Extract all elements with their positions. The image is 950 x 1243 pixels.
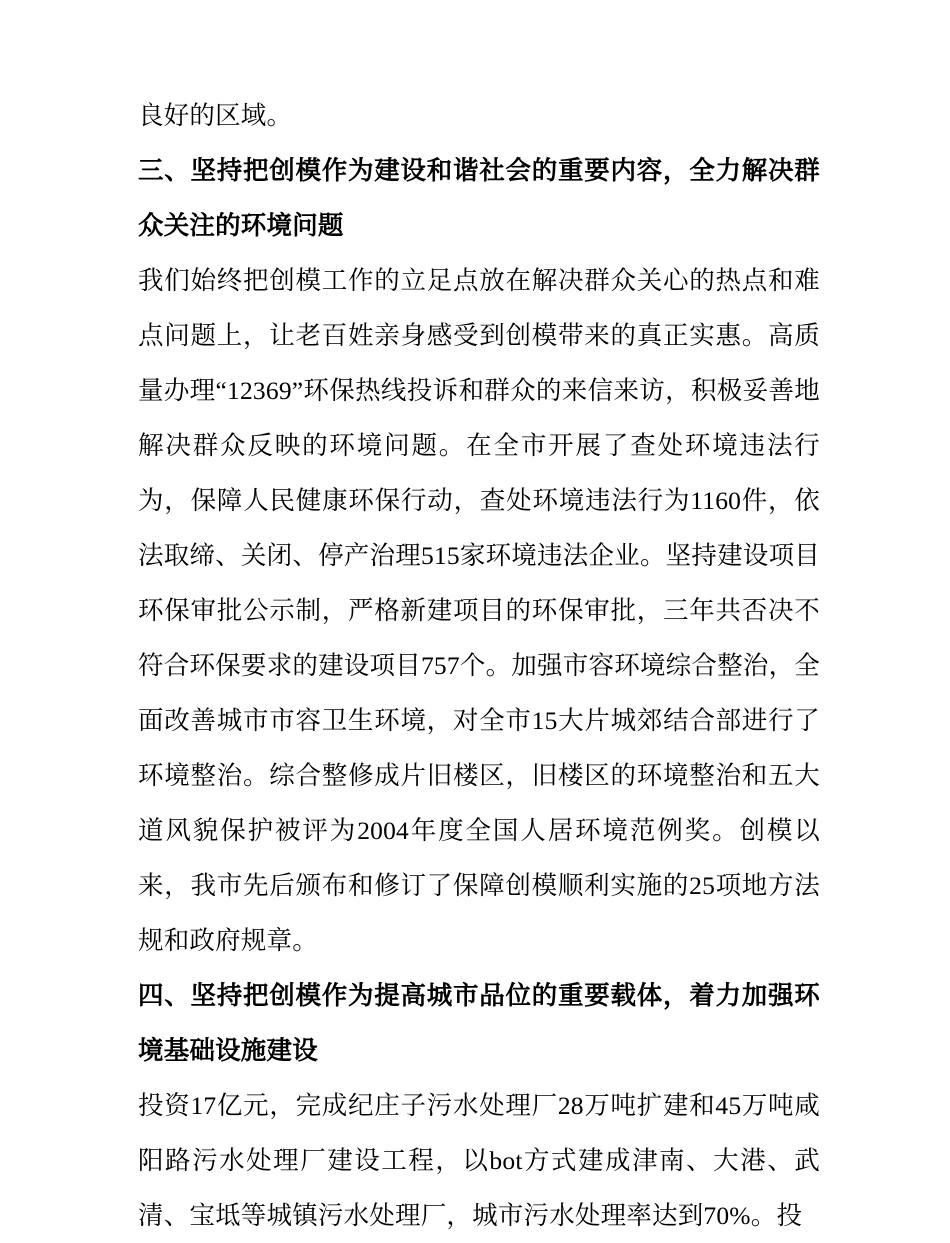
paragraph-section-four-body: 投资17亿元，完成纪庄子污水处理厂28万吨扩建和45万吨咸阳路污水处理厂建设工程，以bot方式建成津南、大港、武清、宝坻等城镇污水处理厂，城市污水处理率达到70%。投 <box>138 1091 820 1230</box>
paragraph-section-three-body: 我们始终把创模工作的立足点放在解决群众关心的热点和难点问题上，让老百姓亲身感受到创模带来的真正实惠。高质量办理“12369”环保热线投诉和群众的来信来访，积极妥善地解决群众反映的环境问题。在全市开展了查处环境违法行为，保障人民健康环保行动，查处环境违法行为1160件，依法取缔、关闭、停产治理515家环境违法企业。坚持建设项目环保审批公示制，严格新建项目的环保审批，三年共否决不符合环保要求的建设项目757个。加强市容环境综合整治，全面改善城市市容卫生环境，对全市15大片城郊结合部进行了环境整治。综合整修成片旧楼区，旧楼区的环境整治和五大道风貌保护被评为2004年度全国人居环境范例奖。创模以来，我市先后颁布和修订了保障创模顺利实施的25项地方法规和政府规章。 <box>138 266 820 955</box>
document-text-body <box>138 88 820 1243</box>
heading-section-three: 三、坚持把创模作为建设和谐社会的重要内容，全力解决群众关注的环境问题 <box>138 156 820 240</box>
paragraph-continued-region: 良好的区域。 <box>138 101 293 130</box>
heading-section-four: 四、坚持把创模作为提高城市品位的重要载体，着力加强环境基础设施建设 <box>138 981 820 1065</box>
